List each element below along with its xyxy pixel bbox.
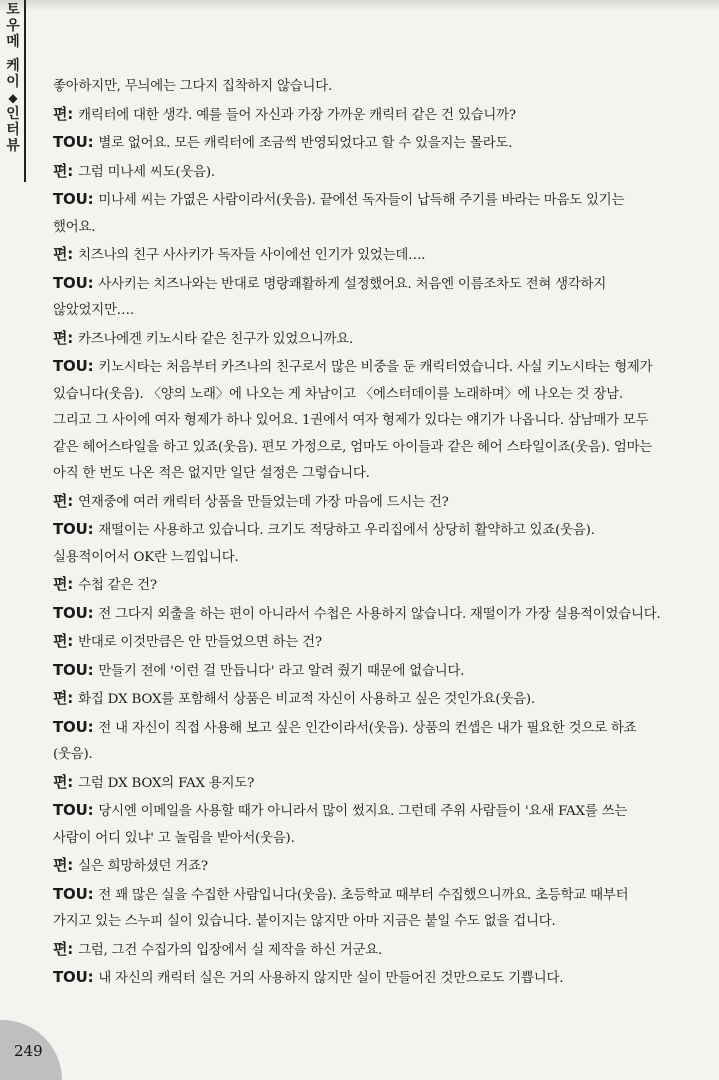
speaker-label: 편: bbox=[53, 491, 74, 510]
interview-paragraph bbox=[53, 769, 663, 798]
paragraph-text: 그럼, 그건 수집가의 입장에서 실 제작을 하신 거군요. bbox=[78, 942, 383, 958]
interview-paragraph bbox=[53, 797, 663, 852]
paragraph-text: 치즈나의 친구 사사키가 독자들 사이에선 인기가 있었는데…. bbox=[78, 248, 426, 263]
side-label-char: 케 bbox=[6, 58, 20, 74]
paragraph-text: 연재중에 여러 캐릭터 상품을 만들었는데 가장 마음에 드시는 건? bbox=[78, 494, 449, 510]
speaker-label: TOU: bbox=[53, 660, 94, 679]
side-divider-rule bbox=[24, 0, 26, 182]
paragraph-text: 만들기 전에 '이런 걸 만듭니다' 라고 알려 줬기 때문에 없습니다. bbox=[98, 663, 465, 679]
side-label-char: 뷰 bbox=[6, 138, 20, 154]
interview-paragraph bbox=[53, 964, 663, 993]
interview-paragraph bbox=[53, 936, 663, 965]
paragraph-text: 전 내 자신이 직접 사용해 보고 싶은 인간이라서(웃음). 상품의 컨셉은 내가 필요한 것으로 하죠(웃음). bbox=[53, 720, 637, 762]
speaker-label: TOU: bbox=[53, 603, 94, 622]
interview-paragraph bbox=[53, 325, 663, 354]
interview-paragraph bbox=[53, 714, 663, 769]
paragraph-text: 화집 DX BOX를 포함해서 상품은 비교적 자신이 사용하고 싶은 것인가요(웃음). bbox=[78, 692, 535, 707]
paragraph-text: 내 자신의 캐릭터 실은 거의 사용하지 않지만 실이 만들어진 것만으로도 기쁩니다. bbox=[98, 971, 564, 986]
side-label-char: 이 bbox=[6, 74, 20, 90]
paragraph-text: 사사키는 치즈나와는 반대로 명랑쾌활하게 설정했어요. 처음엔 이름조차도 전혀 생각하지 않았었지만…. bbox=[53, 276, 607, 318]
interview-body bbox=[53, 74, 663, 993]
speaker-label: 편: bbox=[53, 104, 74, 123]
paragraph-text: 당시엔 이메일을 사용할 때가 아니라서 많이 썼지요. 그런데 주위 사람들이 '요새 FAX를 쓰는 사람이 어디 있냐' 고 놀림을 받아서(웃음). bbox=[53, 804, 628, 846]
interview-paragraph bbox=[53, 488, 663, 517]
speaker-label: 편: bbox=[53, 328, 74, 347]
interview-paragraph bbox=[53, 852, 663, 881]
speaker-label: TOU: bbox=[53, 968, 94, 986]
speaker-label: TOU: bbox=[53, 190, 94, 208]
speaker-label: TOU: bbox=[53, 717, 94, 736]
page-top-shadow bbox=[0, 0, 719, 12]
paragraph-text: 전 그다지 외출을 하는 편이 아니라서 수첩은 사용하지 않습니다. 재떨이가 가장 실용적이었습니다. bbox=[98, 606, 661, 622]
interview-paragraph bbox=[53, 516, 663, 571]
paragraph-text: 수첩 같은 건? bbox=[78, 578, 157, 593]
paragraph-text: 그럼 DX BOX의 FAX 용지도? bbox=[78, 775, 255, 791]
speaker-label: 편: bbox=[53, 161, 74, 180]
paragraph-text: 별로 없어요. 모든 캐릭터에 조금씩 반영되었다고 할 수 있을지는 몰라도. bbox=[98, 136, 513, 151]
speaker-label: TOU: bbox=[53, 520, 94, 538]
side-label-char: 토 bbox=[6, 2, 20, 18]
speaker-label: 편: bbox=[53, 632, 74, 650]
interview-paragraph bbox=[53, 101, 663, 130]
interview-paragraph bbox=[53, 881, 663, 936]
speaker-label: 편: bbox=[53, 689, 74, 707]
speaker-label: TOU: bbox=[53, 273, 94, 292]
interview-paragraph bbox=[53, 241, 663, 270]
speaker-label: TOU: bbox=[53, 133, 94, 151]
interview-paragraph bbox=[53, 270, 663, 325]
speaker-label: 편: bbox=[53, 772, 74, 791]
interview-paragraph bbox=[53, 129, 663, 158]
interview-paragraph bbox=[53, 685, 663, 714]
page-number: 249 bbox=[14, 1042, 43, 1060]
paragraph-text: 좋아하지만, 무늬에는 그다지 집착하지 않습니다. bbox=[53, 79, 333, 94]
speaker-label: TOU: bbox=[53, 884, 94, 903]
page-number-tab bbox=[0, 1020, 62, 1080]
paragraph-text: 카즈나에겐 키노시타 같은 친구가 있었으니까요. bbox=[78, 331, 354, 347]
speaker-label: 편: bbox=[53, 939, 74, 958]
speaker-label: 편: bbox=[53, 575, 74, 593]
interview-paragraph bbox=[53, 600, 663, 629]
interview-paragraph bbox=[53, 628, 663, 657]
interview-paragraph bbox=[53, 657, 663, 686]
side-label-char: 메 bbox=[6, 34, 20, 50]
speaker-label: 편: bbox=[53, 245, 74, 263]
interview-paragraph bbox=[53, 74, 663, 101]
interview-paragraph bbox=[53, 353, 663, 488]
paragraph-text: 그럼 미나세 씨도(웃음). bbox=[78, 164, 215, 180]
paragraph-text: 실은 희망하셨던 거죠? bbox=[78, 859, 208, 874]
paragraph-text: 재떨이는 사용하고 있습니다. 크기도 적당하고 우리집에서 상당히 활약하고 있죠(웃음). 실용적이어서 OK란 느낌입니다. bbox=[53, 523, 595, 565]
paragraph-text: 반대로 이것만큼은 안 만들었으면 하는 건? bbox=[78, 635, 322, 650]
paragraph-text: 전 꽤 많은 실을 수집한 사람입니다(웃음). 초등학교 때부터 수집했으니까요. 초등학교 때부터 가지고 있는 스누피 실이 있습니다. 붙이지는 않지만 아마 지금은 붙일 수도 없을 겁니다. bbox=[53, 887, 629, 929]
interview-paragraph bbox=[53, 158, 663, 187]
side-label-char: 인 bbox=[6, 106, 20, 122]
interview-paragraph bbox=[53, 186, 663, 241]
chapter-side-label bbox=[2, 2, 24, 154]
speaker-label: TOU: bbox=[53, 801, 94, 819]
speaker-label: 편: bbox=[53, 856, 74, 874]
paragraph-text: 키노시타는 처음부터 카즈나의 친구로서 많은 비중을 둔 캐릭터였습니다. 사실 키노시타는 형제가 있습니다(웃음). 〈양의 노래〉에 나오는 게 차남이고 〈에스터데이를 노래하며〉에 나오는 것 장남. 그리고 그 사이에 여자 형제가 하나 있어요. 1권에서 여자 형제가 있다는 얘기가 나옵니다. 삼남매가 모두 같은 헤어스타일을 하고 있죠(웃음). 편모 가정으로, 엄마도 아이들과 같은 헤어 스타일이죠(웃음). 엄마는 아직 한 번도 나온 적은 없지만 일단 설정은 그렇습니다. bbox=[53, 360, 653, 481]
side-label-char: 터 bbox=[6, 122, 20, 138]
side-label-char: ◆ bbox=[8, 91, 18, 105]
paragraph-text: 미나세 씨는 가엾은 사람이라서(웃음). 끝에선 독자들이 납득해 주기를 바라는 마음도 있기는 했어요. bbox=[53, 193, 625, 235]
paragraph-text: 캐릭터에 대한 생각. 예를 들어 자신과 가장 가까운 캐릭터 같은 건 있습니까? bbox=[78, 107, 516, 123]
interview-paragraph bbox=[53, 571, 663, 600]
side-label-char: 우 bbox=[6, 18, 20, 34]
speaker-label: TOU: bbox=[53, 357, 94, 375]
